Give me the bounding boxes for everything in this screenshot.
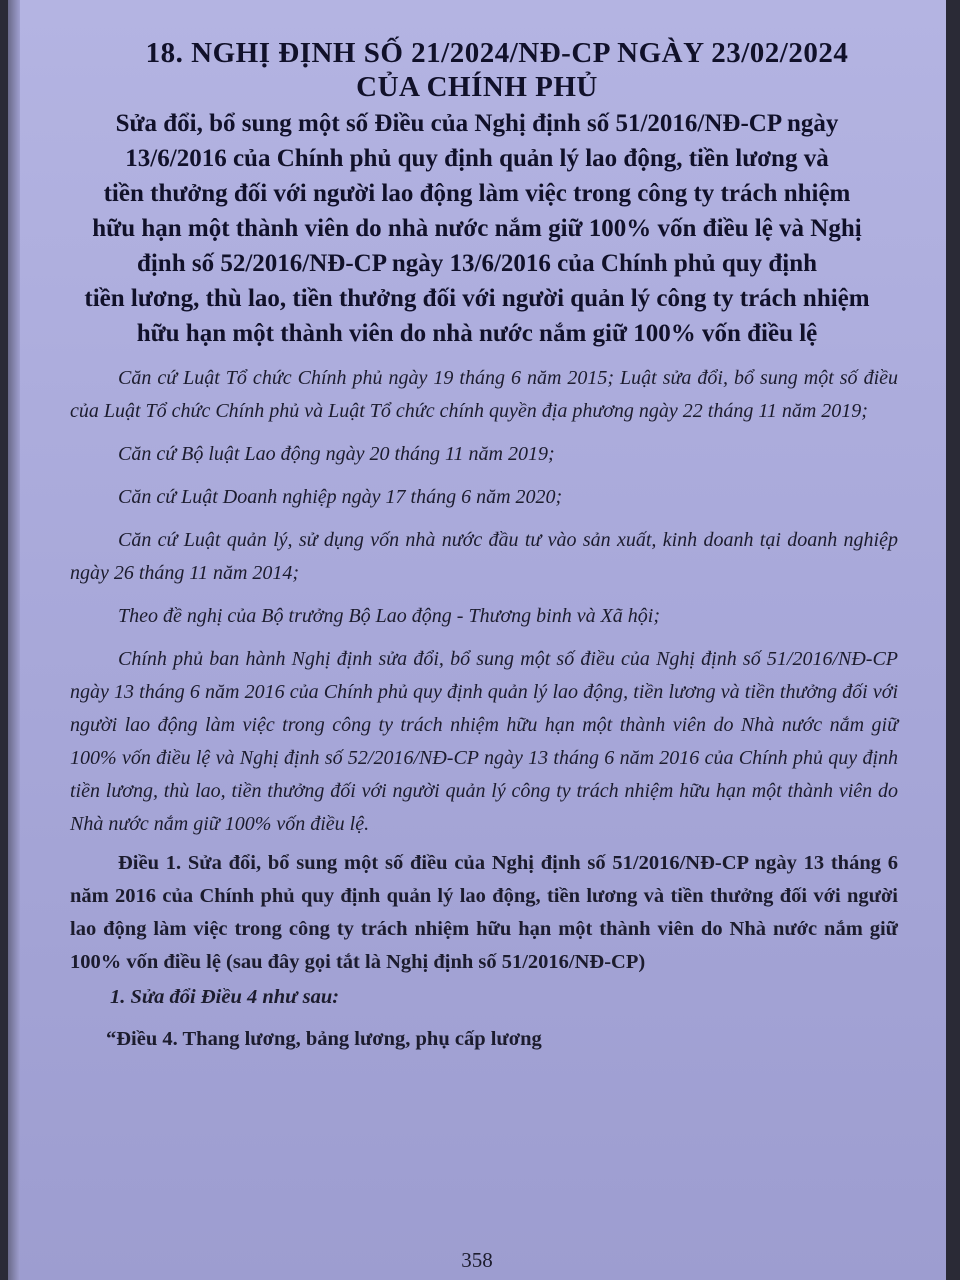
subtitle-line: hữu hạn một thành viên do nhà nước nắm giữ 100% vốn điều lệ [136, 320, 818, 347]
subtitle-line: Sửa đổi, bổ sung một số Điều của Nghị định số 51/2016/NĐ-CP ngày [115, 110, 839, 137]
page-number: 358 [461, 1248, 493, 1272]
preamble-paragraph: Căn cứ Luật Tổ chức Chính phủ ngày 19 tháng 6 năm 2015; Luật sửa đổi, bổ sung một số điều của Luật Tổ chức Chính phủ và Luật Tổ chức chính quyền địa phương ngày 22 tháng 11 năm 2019; [70, 367, 898, 422]
document-subtitle [8, 106, 946, 351]
preamble-paragraph: Theo đề nghị của Bộ trưởng Bộ Lao động - Thương binh và Xã hội; [118, 605, 661, 627]
article-1: Điều 1. Sửa đổi, bổ sung một số điều của Nghị định số 51/2016/NĐ-CP ngày 13 tháng 6 năm 2016 của Chính phủ quy định quản lý lao động, tiền lương và tiền thưởng đối với người lao động làm việc trong công ty trách nhiệm hữu hạn một thành viên do Nhà nước nắm giữ 100% vốn điều lệ (sau đây gọi tắt là Nghị định số 51/2016/NĐ-CP) [70, 852, 898, 973]
subtitle-line: tiền thưởng đối với người lao động làm việc trong công ty trách nhiệm [103, 180, 851, 207]
subtitle-line: định số 52/2016/NĐ-CP ngày 13/6/2016 của Chính phủ quy định [136, 250, 818, 277]
document-body [70, 362, 898, 1057]
document-page [8, 0, 946, 1280]
subtitle-line: 13/6/2016 của Chính phủ quy định quản lý lao động, tiền lương và [125, 145, 829, 172]
preamble-paragraph: Căn cứ Bộ luật Lao động ngày 20 tháng 11 năm 2019; [118, 443, 555, 465]
article-4-heading: “Điều 4. Thang lương, bảng lương, phụ cấp lương [106, 1028, 542, 1050]
preamble-paragraph: Căn cứ Luật quản lý, sử dụng vốn nhà nước đầu tư vào sản xuất, kinh doanh tại doanh nghiệp ngày 26 tháng 11 năm 2014; [70, 529, 898, 584]
clause-1: 1. Sửa đổi Điều 4 như sau: [110, 986, 340, 1008]
preamble-paragraph: Chính phủ ban hành Nghị định sửa đổi, bổ sung một số điều của Nghị định số 51/2016/NĐ-CP ngày 13 tháng 6 năm 2016 của Chính phủ quy định quản lý lao động, tiền lương và tiền thưởng đối với người lao động làm việc trong công ty trách nhiệm hữu hạn một thành viên do Nhà nước nắm giữ 100% vốn điều lệ và Nghị định số 52/2016/NĐ-CP ngày 13 tháng 6 năm 2016 của Chính phủ quy định tiền lương, thù lao, tiền thưởng đối với người quản lý công ty trách nhiệm hữu hạn một thành viên do Nhà nước nắm giữ 100% vốn điều lệ. [70, 648, 898, 835]
document-title-line-1: 18. NGHỊ ĐỊNH SỐ 21/2024/NĐ-CP NGÀY 23/02/2024 [145, 37, 849, 69]
document-header [8, 36, 946, 351]
subtitle-line: hữu hạn một thành viên do nhà nước nắm giữ 100% vốn điều lệ và Nghị [92, 215, 862, 242]
document-title-line-2: CỦA CHÍNH PHỦ [356, 71, 598, 103]
preamble-paragraph: Căn cứ Luật Doanh nghiệp ngày 17 tháng 6 năm 2020; [118, 486, 563, 508]
subtitle-line: tiền lương, thù lao, tiền thưởng đối với người quản lý công ty trách nhiệm [84, 285, 870, 312]
